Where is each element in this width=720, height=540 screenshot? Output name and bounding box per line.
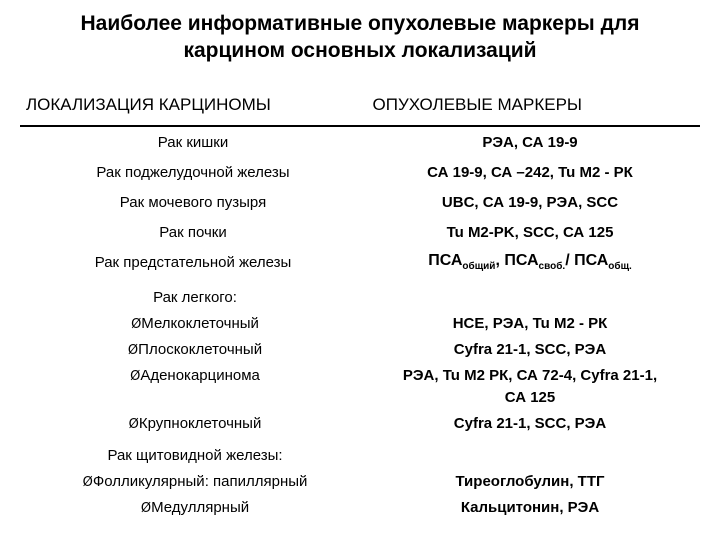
row-markers: $ПСА_{общий}$, $ПСА_{своб.}/$ $ПСА_{общ.}$ (428, 251, 632, 273)
thyroid-localization (20, 437, 360, 521)
bullet-icon: Ø (82, 475, 93, 490)
list-item: ØМедуллярный (140, 499, 250, 516)
list-item: ØПлоскоклеточный (127, 341, 263, 358)
bullet-icon: Ø (140, 501, 152, 516)
bullet-icon: Ø (127, 343, 139, 358)
list-item: ØМелкоклеточный (131, 315, 259, 332)
table-row-lung (20, 277, 700, 437)
row-localization: Рак предстательной железы (94, 253, 292, 271)
bullet-icon: Ø (131, 317, 142, 332)
table-row (20, 247, 700, 277)
title-line-2: карцином основных локализаций (183, 39, 537, 62)
header-localization: ЛОКАЛИЗАЦИЯ КАРЦИНОМЫ (20, 85, 360, 126)
table-row (20, 187, 700, 217)
list-item: ØКрупноклеточный (128, 415, 262, 432)
table-row-thyroid (20, 437, 700, 521)
table-row (20, 217, 700, 247)
page-title (0, 10, 720, 64)
list-item: ØФолликулярный: папиллярный (82, 473, 308, 490)
row-localization: Рак почки (159, 223, 227, 241)
row-localization: Рак поджелудочной железы (96, 163, 290, 181)
markers-table (20, 85, 700, 521)
list-item: ØАденокарцинома (130, 367, 260, 384)
lung-heading: Рак легкого: (153, 289, 237, 306)
table-row (20, 157, 700, 187)
thyroid-heading: Рак щитовидной железы: (107, 447, 283, 464)
table-row (20, 126, 700, 157)
lung-localization (20, 277, 360, 437)
bullet-icon: Ø (130, 369, 141, 384)
row-localization: Рак мочевого пузыря (119, 193, 267, 211)
row-markers: UBC, СА 19-9, РЭА, SCC (441, 193, 619, 211)
bullet-icon: Ø (128, 417, 139, 432)
thyroid-markers: Тиреоглобулин, ТТГ Кальцитонин, РЭА (455, 473, 605, 516)
row-markers: Tu M2-PK, SCC, СА 125 (446, 223, 614, 241)
title-line-1: Наиболее информативные опухолевые маркеры для (80, 12, 640, 35)
row-markers: РЭА, СА 19-9 (482, 133, 578, 151)
row-localization: Рак кишки (157, 133, 229, 151)
lung-markers: НСЕ, РЭА, Tu M2 - РК Cyfra 21-1, SCC, РЭА РЭА, Tu M2 РК, СА 72-4, Cyfra 21-1, СА 125 Cyfra 21-1, SCC, РЭА (402, 315, 658, 432)
header-markers: ОПУХОЛЕВЫЕ МАРКЕРЫ (360, 85, 700, 126)
table-header-row (20, 85, 700, 126)
row-markers: СА 19-9, СА –242, Tu M2 - РК (427, 163, 633, 181)
